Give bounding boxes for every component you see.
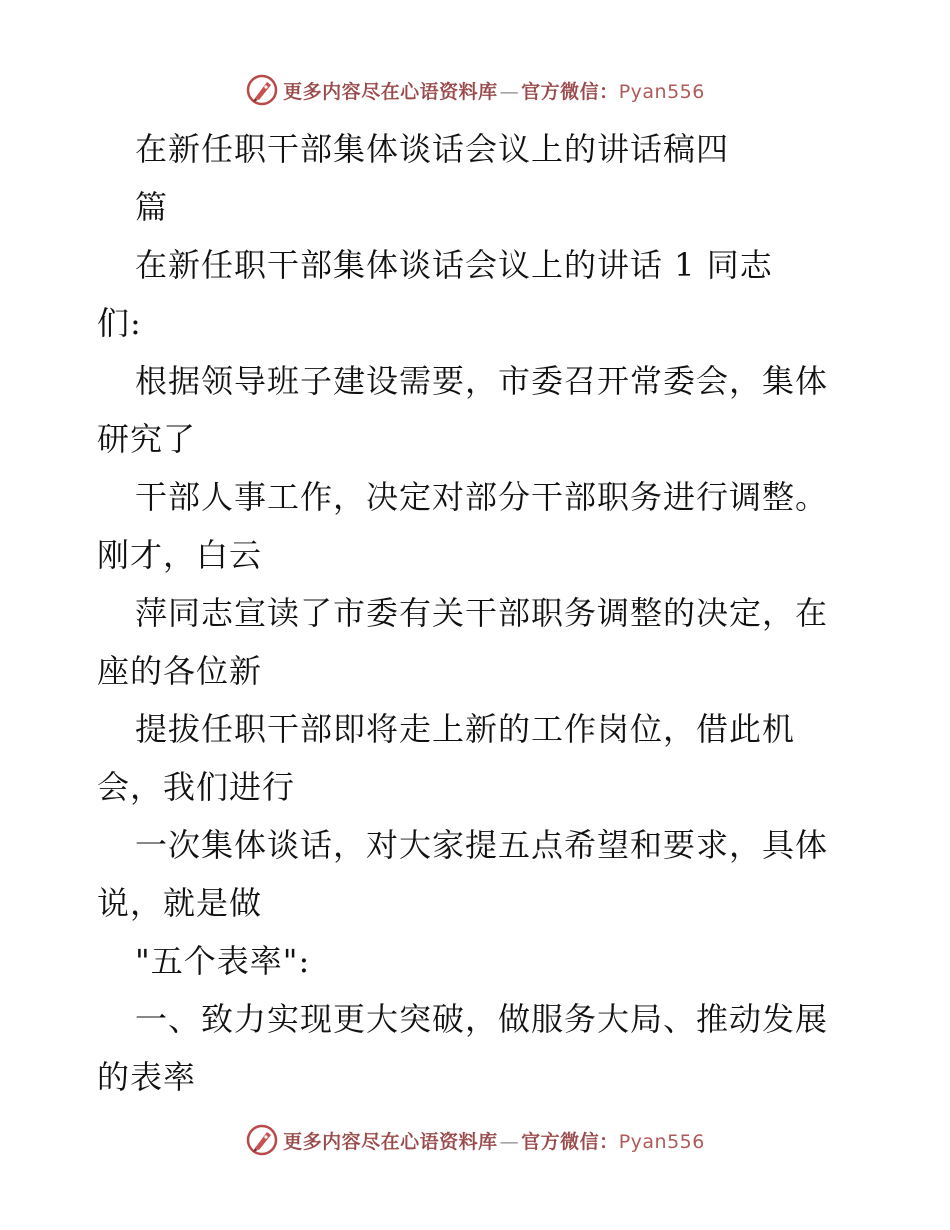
title-line-2: 篇 [135, 188, 169, 226]
paragraph-line: 干部人事工作，决定对部分干部职务进行调整。 [135, 478, 829, 516]
document-body [97, 120, 867, 1106]
paragraph-line: 研究了 [97, 420, 197, 458]
banner-wechat-id: Pyan556 [618, 1130, 705, 1153]
banner-text [283, 1127, 705, 1154]
paragraph-line: 会，我们进行 [97, 768, 296, 806]
footer-banner [0, 1118, 950, 1162]
banner-main-text: 更多内容尽在心语资料库 [283, 1130, 498, 1153]
paragraph-line: 萍同志宣读了市委有关干部职务调整的决定，在 [135, 594, 829, 632]
paragraph-line: 在新任职干部集体谈话会议上的讲话 1 同志 [135, 246, 773, 284]
paragraph-line: 根据领导班子建设需要，市委召开常委会，集体 [135, 362, 829, 400]
pen-nib-logo-icon [245, 1123, 279, 1157]
banner-separator: — [499, 80, 520, 103]
header-banner [0, 68, 950, 112]
title-line-1: 在新任职干部集体谈话会议上的讲话稿四 [135, 130, 730, 168]
paragraph-line: 刚才，白云 [97, 536, 263, 574]
paragraph-line: 一次集体谈话，对大家提五点希望和要求，具体 [135, 826, 829, 864]
section-heading-line: 的表率 [97, 1058, 197, 1096]
banner-main-text: 更多内容尽在心语资料库 [283, 80, 498, 103]
banner-text [283, 77, 705, 104]
banner-separator: — [499, 1130, 520, 1153]
banner-wechat-id: Pyan556 [618, 80, 705, 103]
section-heading-line: 一、致力实现更大突破，做服务大局、推动发展 [135, 1000, 829, 1038]
paragraph-line: 们: [97, 304, 142, 342]
banner-wechat-label: 官方微信： [521, 80, 619, 103]
paragraph-line: "五个表率": [135, 942, 311, 980]
paragraph-line: 提拔任职干部即将走上新的工作岗位，借此机 [135, 710, 796, 748]
paragraph-line: 说，就是做 [97, 884, 263, 922]
pen-nib-logo-icon [245, 73, 279, 107]
paragraph-line: 座的各位新 [97, 652, 263, 690]
banner-wechat-label: 官方微信： [521, 1130, 619, 1153]
